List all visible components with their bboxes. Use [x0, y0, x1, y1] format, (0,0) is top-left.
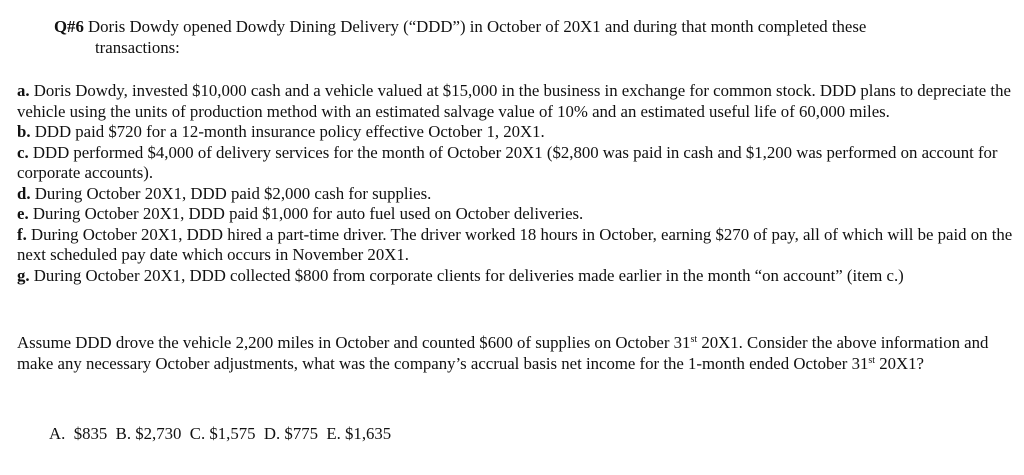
answer-choices: [49, 424, 749, 445]
choice-e: E. $1,635: [326, 424, 392, 443]
question-intro: Doris Dowdy opened Dowdy Dining Delivery (“DDD”) in October of 20X1 and during that month completed these: [88, 17, 867, 36]
transaction-label: f.: [17, 224, 27, 244]
question-line-2: transactions:: [95, 37, 180, 57]
transaction-text: During October 20X1, DDD hired a part-time driver. The driver worked 18 hours in October, earning $270 of pay, all of which will be paid on the next scheduled pay date which occurs in November 20X1.: [17, 224, 1013, 264]
choice-d: D. $775: [263, 424, 318, 443]
transaction-text: During October 20X1, DDD paid $1,000 for auto fuel used on October deliveries.: [32, 204, 584, 223]
transaction-label: e.: [17, 204, 29, 223]
transaction-a: [17, 81, 1017, 122]
assumption-text-2: 20X1. Consider the above information and make any necessary October adjustments, what was the company’s accrual basis net income for the 1-month ended October 31: [17, 333, 989, 373]
assumption-text-3: 20X1?: [875, 353, 924, 373]
question-line-1: [54, 17, 994, 38]
ordinal-suffix: st: [868, 354, 876, 366]
transaction-d: [17, 184, 1017, 205]
transaction-list: [17, 81, 1017, 286]
assumption-paragraph: [17, 333, 1017, 374]
choice-c: C. $1,575: [189, 424, 256, 443]
choice-b: B. $2,730: [115, 424, 182, 443]
transaction-text: Doris Dowdy, invested $10,000 cash and a vehicle valued at $15,000 in the business in exchange for common stock. DDD plans to depreciate the vehicle using the units of production method with an estimated salvage value of 10% and an estimated useful life of 60,000 miles.: [17, 81, 1011, 121]
transaction-text: During October 20X1, DDD paid $2,000 cash for supplies.: [34, 183, 432, 203]
transaction-text: DDD performed $4,000 of delivery services for the month of October 20X1 ($2,800 was paid in cash and $1,200 was performed on account for corporate accounts).: [17, 142, 998, 182]
transaction-g: [17, 266, 1017, 287]
transaction-label: c.: [17, 142, 29, 162]
choice-a: A. $835: [49, 424, 108, 443]
transaction-text: During October 20X1, DDD collected $800 from corporate clients for deliveries made earlier in the month “on account” (item c.): [33, 265, 904, 285]
question-header: [54, 17, 994, 58]
transaction-e: [17, 204, 1017, 225]
transaction-b: [17, 122, 1017, 143]
ordinal-suffix: st: [690, 334, 698, 345]
transaction-text: DDD paid $720 for a 12-month insurance policy effective October 1, 20X1.: [34, 122, 545, 141]
transaction-label: a.: [17, 81, 30, 100]
transaction-label: b.: [17, 122, 31, 141]
question-number: Q#6: [54, 17, 84, 36]
transaction-c: [17, 143, 1017, 184]
transaction-f: [17, 225, 1017, 266]
transaction-label: d.: [17, 183, 31, 203]
transaction-label: g.: [17, 265, 30, 285]
assumption-text-1: Assume DDD drove the vehicle 2,200 miles in October and counted $600 of supplies on October 31: [17, 333, 691, 352]
